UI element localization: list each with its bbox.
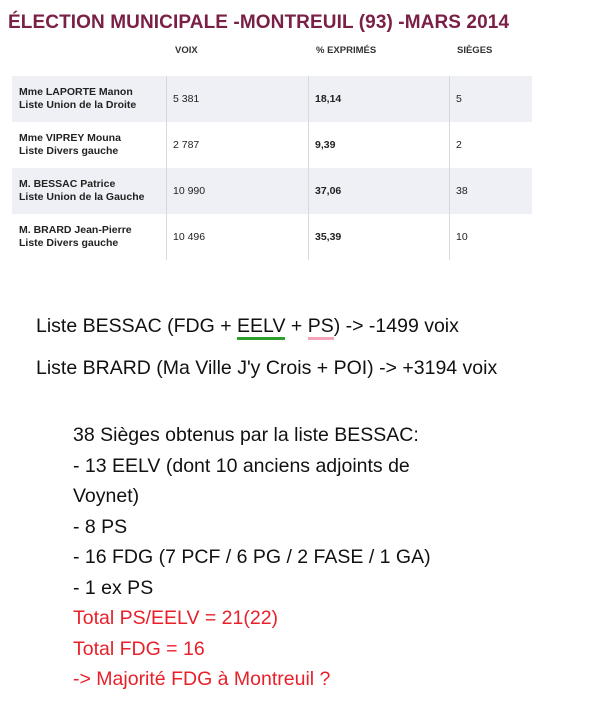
header-votes: VOIX [175,45,198,56]
seats-cell: 38 [456,185,468,197]
candidate-name: M. BRARD Jean-Pierre [19,224,132,236]
candidate-name: M. BESSAC Patrice [19,178,116,190]
seats-heading: 38 Sièges obtenus par la liste BESSAC: [73,424,419,446]
pct-cell: 18,14 [309,76,450,122]
seats-breakdown [73,420,431,695]
seats-line-eelv-cont: Voynet) [73,485,140,507]
table-row [12,122,532,168]
candidate-list: Liste Divers gauche [19,237,119,249]
analysis-brard: Liste BRARD (Ma Ville J'y Crois + POI) -> +3194 voix [36,357,498,379]
seats-line-exps: - 1 ex PS [73,576,154,599]
candidate-name: Mme VIPREY Mouna [19,132,121,144]
analysis-bessac [36,315,459,338]
seats-cell: 2 [456,139,462,151]
bessac-mid: + [285,315,308,337]
votes-cell: 10 990 [167,168,309,214]
bessac-prefix: Liste BESSAC (FDG + [36,315,238,337]
candidate-list: Liste Union de la Gauche [19,191,145,203]
ps-underlined: PS [308,315,334,340]
total-ps-eelv: Total PS/EELV = 21(22) [73,607,279,629]
table-row [12,168,532,214]
table-row [12,76,532,122]
conclusion: -> Majorité FDG à Montreuil ? [73,668,331,690]
pct-cell: 37,06 [309,168,450,214]
candidate-list: Liste Union de la Droite [19,99,137,111]
votes-cell: 10 496 [167,214,309,260]
header-pct: % EXPRIMÉS [316,45,377,56]
seats-line-fdg: - 16 FDG (7 PCF / 6 PG / 2 FASE / 1 GA) [73,546,431,568]
total-fdg: Total FDG = 16 [73,637,205,660]
results-table [12,76,532,260]
candidate-cell [12,168,167,214]
votes-cell: 5 381 [167,76,309,122]
votes-cell: 2 787 [167,122,309,168]
bessac-suffix: ) -> -1499 voix [333,315,459,337]
candidate-cell [12,214,167,260]
pct-cell: 35,39 [309,214,450,260]
seats-cell: 10 [456,231,468,243]
candidate-cell [12,76,167,122]
header-seats: SIÈGES [457,45,493,56]
seats-line-eelv: - 13 EELV (dont 10 anciens adjoints de [73,454,410,477]
seats-line-ps: - 8 PS [73,515,128,538]
pct-cell: 9,39 [309,122,450,168]
seats-cell: 5 [456,93,462,105]
candidate-list: Liste Divers gauche [19,145,119,157]
table-row [12,214,532,260]
candidate-name: Mme LAPORTE Manon [19,86,133,98]
candidate-cell [12,122,167,168]
eelv-underlined: EELV [237,315,285,340]
page-title: ÉLECTION MUNICIPALE -MONTREUIL (93) -MARS 2014 [8,12,510,33]
